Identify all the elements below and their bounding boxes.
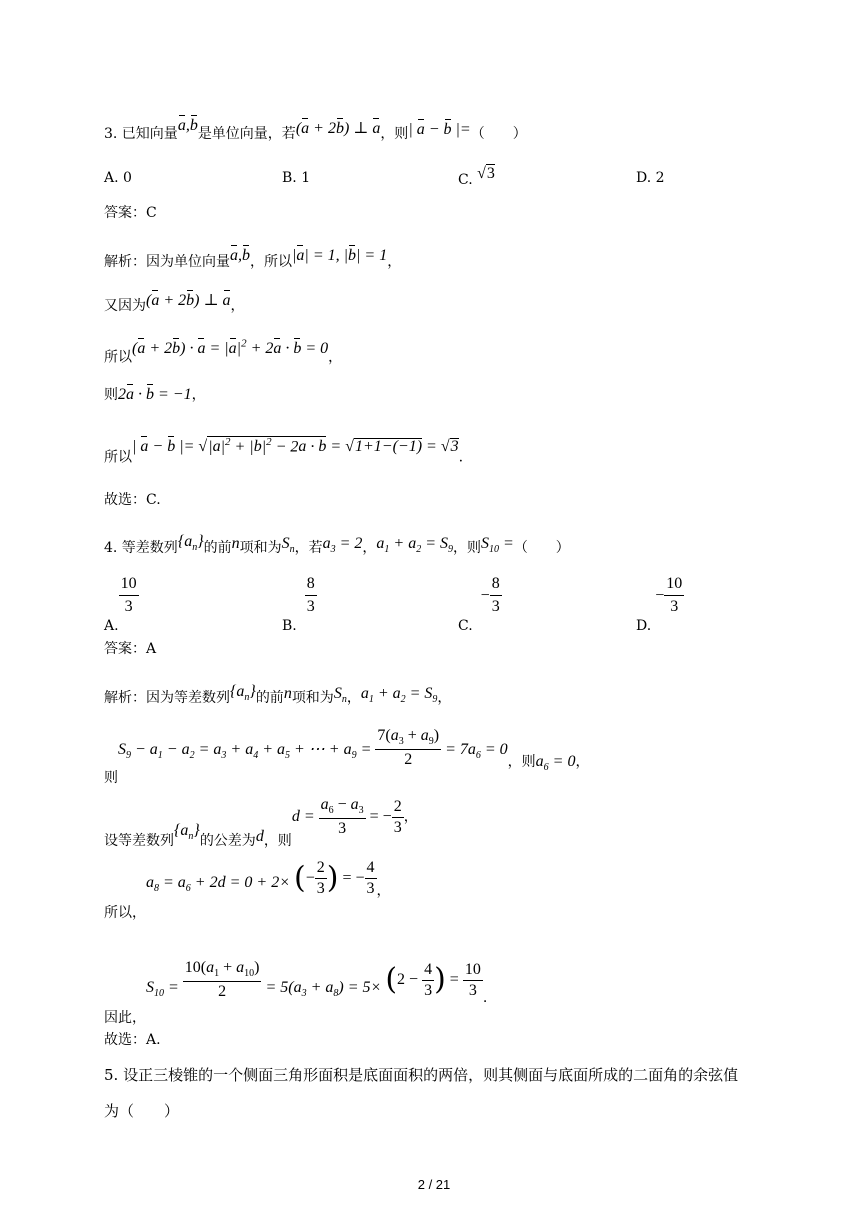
q3-solution-line-5: 所以| a − b |= $√|a|^2 + |b|^2 - 2a \cdot b = √1+1-(-1) = √3$. <box>104 436 464 466</box>
q3-stem-text: ，则 <box>380 126 409 142</box>
q4-option-c: C.− $\frac{8}{3}$ <box>458 575 500 634</box>
q5-stem-line-1: 5. 设正三棱锥的一个侧面三角形面积是底面面积的两倍，则其侧面与底面所成的二面角的余弦值 <box>104 1066 739 1084</box>
q4-option-d: D.− $\frac{10}{3}$ <box>636 575 683 634</box>
q3-solution-line-1: 解析：因为单位向量a,b，所以|a| = 1, |b| = 1， <box>104 247 402 270</box>
q4-option-a: A. $\frac{10}{3}$ <box>104 575 137 634</box>
math-abs: | a − b |= <box>408 121 471 138</box>
q4-solution-line-5: 因此，$S_{10}$ = $\frac{10(a_1 + a_{10})}{2}$ = $5(a_3 + a_8) = 5\times (2$ − $\frac{4}{3}$ ) = $\frac{10}{3}$ . <box>104 959 488 1027</box>
q3-solution-line-2: 又因为(a + 2b) ⊥ a， <box>104 292 245 314</box>
q3-conclusion: 故选：C. <box>104 492 161 508</box>
q4-option-b: B. $\frac{8}{3}$ <box>282 575 315 634</box>
q4-solution-line-2: 则$S_9 - a_1 - a_2 = a_3 + a_4 + a_5$ + ⋯ + $a_9$ = $\frac{7(a_3 + a_9)}{2}$ = $7a_6 = 0$，则$a_6 = 0$， <box>104 727 590 787</box>
q3-stem-text: 是单位向量，若 <box>197 126 296 142</box>
q3-option-a: A. 0 <box>104 170 132 186</box>
q3-stem-text: 3. 已知向量 <box>104 126 178 142</box>
q3-stem-text: （ ） <box>470 126 527 142</box>
math-vec-a-b: a,b <box>177 117 198 134</box>
q4-conclusion: 故选：A. <box>104 1032 161 1048</box>
math-perp: (a + 2b) ⊥ a <box>295 120 381 137</box>
q3-option-c: C. √3 <box>458 165 495 188</box>
q3-stem <box>104 117 527 142</box>
q4-solution-line-3: 设等差数列$\{a_n\}$的公差为d，则d = $\frac{a_6 - a_3}{3}$ = − $\frac{2}{3}$ ， <box>104 796 418 850</box>
q5-stem-line-2: 为（ ） <box>104 1102 180 1120</box>
page-number: 2 / 21 <box>417 1177 451 1192</box>
q3-solution-line-3: 所以$(a + 2b) \cdot a = |a|^2 + 2a \cdot b = 0$， <box>104 338 343 366</box>
q4-solution-line-1: 解析：因为等差数列$\{a_n\}$的前n项和为$S_n$，$a_1 + a_2 = S_9$， <box>104 683 452 706</box>
q3-solution-line-4: 则2a · b = −1， <box>104 386 206 403</box>
q3-option-d: D. 2 <box>636 170 665 186</box>
q4-answer: 答案：A <box>104 641 157 657</box>
q3-answer: 答案：C <box>104 205 157 221</box>
q4-solution-line-4: 所以，$a_8 = a_6 + 2d = 0 + 2\times$ (− $\frac{2}{3}$ ) = − $\frac{4}{3}$ ， <box>104 859 391 921</box>
q3-option-b: B. 1 <box>282 170 311 186</box>
q4-stem: 4. 等差数列$\{a_n\}$的前n项和为$S_n$，若$a_3 = 2$，$a_1 + a_2 = S_9$，则$S_{10}$ =（ ） <box>104 533 570 556</box>
